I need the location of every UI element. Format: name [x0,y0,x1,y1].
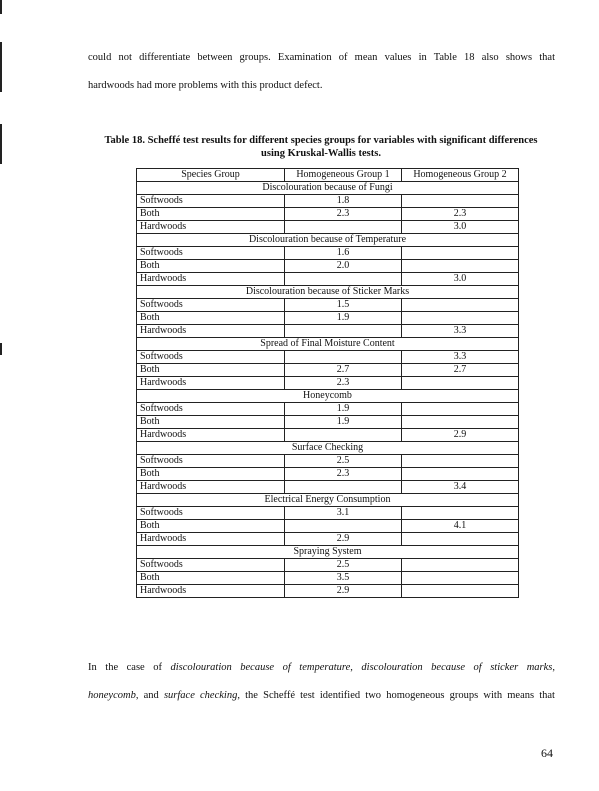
section-title: Discolouration because of Temperature [137,234,519,247]
italic-term: discolouration because of temperature [170,662,351,673]
group-1-cell [285,325,402,338]
group-1-cell: 1.8 [285,195,402,208]
italic-term: surface checking [163,690,238,701]
species-cell: Hardwoods [137,429,285,442]
group-1-cell: 1.6 [285,247,402,260]
species-cell: Both [137,468,285,481]
group-1-cell: 3.1 [285,507,402,520]
table-row [137,429,519,442]
group-1-cell [285,481,402,494]
table-row [137,247,519,260]
group-1-cell [285,273,402,286]
group-1-cell [285,351,402,364]
table-row [137,559,519,572]
species-cell: Hardwoods [137,377,285,390]
species-cell: Softwoods [137,507,285,520]
species-cell: Softwoods [137,559,285,572]
group-2-cell: 3.0 [402,273,519,286]
table-row [137,364,519,377]
group-2-cell: 3.3 [402,351,519,364]
paragraph-top-line-1: could not differentiate between groups. Examination of mean values in Table 18 also shows that [88,52,555,63]
section-title: Discolouration because of Sticker Marks [137,286,519,299]
group-1-cell [285,429,402,442]
group-2-cell: 3.3 [402,325,519,338]
section-header-row [137,338,519,351]
table-row [137,468,519,481]
group-2-cell [402,468,519,481]
group-2-cell: 2.3 [402,208,519,221]
group-2-cell [402,260,519,273]
text-run: , [350,662,362,673]
species-cell: Both [137,260,285,273]
group-2-cell [402,377,519,390]
table-row [137,481,519,494]
table-caption [90,134,552,160]
text-run: , [552,662,556,673]
species-cell: Hardwoods [137,325,285,338]
group-1-cell: 2.7 [285,364,402,377]
section-header-row [137,390,519,403]
margin-mark-lower [0,343,2,355]
group-1-cell: 1.9 [285,403,402,416]
species-cell: Both [137,208,285,221]
species-cell: Hardwoods [137,533,285,546]
table-row [137,260,519,273]
group-2-cell [402,559,519,572]
italic-term: honeycomb [88,690,136,701]
margin-mark-top [0,0,2,14]
paragraph-top [88,44,555,100]
species-cell: Both [137,520,285,533]
group-1-cell: 2.3 [285,377,402,390]
table-row [137,572,519,585]
section-header-row [137,234,519,247]
species-cell: Softwoods [137,455,285,468]
group-2-cell [402,247,519,260]
table-row [137,533,519,546]
group-1-cell: 1.9 [285,416,402,429]
species-cell: Softwoods [137,299,285,312]
group-1-cell: 3.5 [285,572,402,585]
group-1-cell: 2.5 [285,559,402,572]
group-2-cell [402,507,519,520]
table-row [137,325,519,338]
group-2-cell [402,403,519,416]
section-title: Honeycomb [137,390,519,403]
section-header-row [137,286,519,299]
table-row [137,299,519,312]
group-2-cell: 4.1 [402,520,519,533]
paragraph-bottom-line-1 [88,654,555,682]
group-2-cell [402,455,519,468]
group-2-cell [402,572,519,585]
group-2-cell: 2.9 [402,429,519,442]
group-2-cell [402,312,519,325]
species-cell: Softwoods [137,403,285,416]
species-cell: Both [137,416,285,429]
group-1-cell: 2.3 [285,468,402,481]
table-row [137,312,519,325]
species-cell: Both [137,364,285,377]
species-cell: Both [137,312,285,325]
table-caption-line-2: using Kruskal-Wallis tests. [261,148,381,159]
header-homogeneous-group-1: Homogeneous Group 1 [285,169,402,182]
group-2-cell [402,195,519,208]
table-row [137,208,519,221]
paragraph-top-line-2: hardwoods had more problems with this product defect. [88,80,323,91]
text-run: , and [135,690,164,701]
paragraph-bottom-line-2 [88,682,555,710]
section-title: Electrical Energy Consumption [137,494,519,507]
species-cell: Hardwoods [137,273,285,286]
header-homogeneous-group-2: Homogeneous Group 2 [402,169,519,182]
section-title: Discolouration because of Fungi [137,182,519,195]
section-title: Spraying System [137,546,519,559]
table-row [137,403,519,416]
species-cell: Hardwoods [137,481,285,494]
species-cell: Softwoods [137,195,285,208]
section-header-row [137,494,519,507]
group-1-cell [285,520,402,533]
group-1-cell: 2.3 [285,208,402,221]
text-run: , the Scheffé test identified two homogeneous groups with means that [237,690,555,701]
species-cell: Hardwoods [137,585,285,598]
group-2-cell [402,299,519,312]
table-row [137,520,519,533]
group-1-cell [285,221,402,234]
table-caption-line-1: Table 18. Scheffé test results for different species groups for variables with significant differences [104,135,538,146]
table-row [137,455,519,468]
table-row [137,195,519,208]
group-2-cell [402,416,519,429]
table-row [137,351,519,364]
group-2-cell: 3.4 [402,481,519,494]
table-row [137,507,519,520]
table-body [137,182,519,598]
species-cell: Softwoods [137,247,285,260]
table-header-row [137,169,519,182]
group-2-cell: 3.0 [402,221,519,234]
text-run: In the case of [88,662,171,673]
group-1-cell: 1.9 [285,312,402,325]
group-2-cell: 2.7 [402,364,519,377]
group-1-cell: 2.5 [285,455,402,468]
table-row [137,221,519,234]
species-cell: Both [137,572,285,585]
section-title: Surface Checking [137,442,519,455]
paragraph-bottom [88,654,555,710]
margin-mark-upper [0,42,2,92]
italic-term: discolouration because of sticker marks [361,662,553,673]
group-1-cell: 2.9 [285,533,402,546]
group-2-cell [402,585,519,598]
group-1-cell: 2.9 [285,585,402,598]
section-title: Spread of Final Moisture Content [137,338,519,351]
section-header-row [137,546,519,559]
table-row [137,377,519,390]
margin-mark-middle [0,124,2,164]
header-species-group: Species Group [137,169,285,182]
species-cell: Softwoods [137,351,285,364]
group-2-cell [402,533,519,546]
table-row [137,416,519,429]
page-number: 64 [541,746,553,760]
species-cell: Hardwoods [137,221,285,234]
group-1-cell: 1.5 [285,299,402,312]
section-header-row [137,182,519,195]
table-row [137,273,519,286]
group-1-cell: 2.0 [285,260,402,273]
table-row [137,585,519,598]
scheffe-results-table [136,168,519,598]
section-header-row [137,442,519,455]
